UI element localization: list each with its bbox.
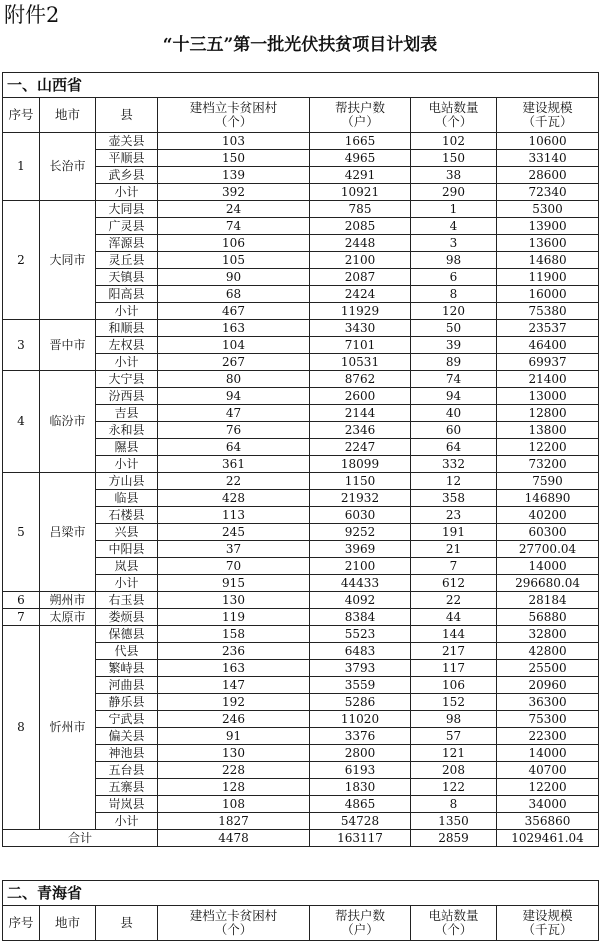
stations-cell: 4: [411, 218, 497, 235]
capacity-cell: 14000: [497, 558, 599, 575]
villages-cell: 94: [158, 388, 310, 405]
stations-cell: 64: [411, 439, 497, 456]
households-cell: 18099: [310, 456, 411, 473]
county-cell: 小计: [96, 456, 158, 473]
capacity-cell: 12200: [497, 439, 599, 456]
header-stations-line: （个）: [434, 922, 473, 937]
stations-cell: 122: [411, 779, 497, 796]
stations-cell: 150: [411, 150, 497, 167]
header-county: 县: [96, 98, 158, 133]
header-villages-line: 建档立卡贫困村: [189, 100, 278, 115]
households-cell: 4092: [310, 592, 411, 609]
county-cell: 灵丘县: [96, 252, 158, 269]
county-cell: 偏关县: [96, 728, 158, 745]
county-cell: 广灵县: [96, 218, 158, 235]
county-cell: 岚县: [96, 558, 158, 575]
header-villages-line: （个）: [214, 922, 253, 937]
capacity-cell: 10600: [497, 133, 599, 150]
villages-cell: 105: [158, 252, 310, 269]
capacity-cell: 146890: [497, 490, 599, 507]
villages-cell: 163: [158, 320, 310, 337]
capacity-cell: 34000: [497, 796, 599, 813]
stations-cell: 102: [411, 133, 497, 150]
households-cell: 2800: [310, 745, 411, 762]
households-cell: 2448: [310, 235, 411, 252]
county-cell: 静乐县: [96, 694, 158, 711]
households-cell: 10531: [310, 354, 411, 371]
header-city: 地市: [40, 906, 96, 941]
stations-cell: 191: [411, 524, 497, 541]
villages-cell: 467: [158, 303, 310, 320]
county-cell: 繁峙县: [96, 660, 158, 677]
county-cell: 宁武县: [96, 711, 158, 728]
seq-cell: 4: [3, 371, 40, 473]
households-cell: 54728: [310, 813, 411, 830]
capacity-cell: 13800: [497, 422, 599, 439]
table-row: [3, 371, 599, 388]
households-cell: 10921: [310, 184, 411, 201]
capacity-cell: 32800: [497, 626, 599, 643]
county-cell: 小计: [96, 303, 158, 320]
stations-cell: 8: [411, 286, 497, 303]
capacity-cell: 73200: [497, 456, 599, 473]
table-row: [3, 133, 599, 150]
section-row: [3, 73, 599, 98]
county-cell: 中阳县: [96, 541, 158, 558]
capacity-cell: 40200: [497, 507, 599, 524]
villages-cell: 130: [158, 745, 310, 762]
villages-cell: 163: [158, 660, 310, 677]
stations-cell: 57: [411, 728, 497, 745]
header-villages: [158, 98, 310, 133]
capacity-cell: 13000: [497, 388, 599, 405]
stations-cell: 21: [411, 541, 497, 558]
county-cell: 隰县: [96, 439, 158, 456]
header-stations-line: 电站数量: [428, 908, 479, 923]
households-cell: 4865: [310, 796, 411, 813]
stations-cell: 40: [411, 405, 497, 422]
capacity-cell: 13600: [497, 235, 599, 252]
county-cell: 河曲县: [96, 677, 158, 694]
capacity-cell: 13900: [497, 218, 599, 235]
villages-cell: 139: [158, 167, 310, 184]
table-row: [3, 320, 599, 337]
capacity-cell: 75380: [497, 303, 599, 320]
villages-cell: 147: [158, 677, 310, 694]
county-cell: 小计: [96, 813, 158, 830]
seq-cell: 3: [3, 320, 40, 371]
header-households-line: （户）: [341, 922, 379, 937]
capacity-cell: 69937: [497, 354, 599, 371]
county-cell: 吉县: [96, 405, 158, 422]
stations-cell: 94: [411, 388, 497, 405]
capacity-cell: 7590: [497, 473, 599, 490]
households-cell: 5286: [310, 694, 411, 711]
capacity-cell: 11900: [497, 269, 599, 286]
stations-cell: 3: [411, 235, 497, 252]
stations-cell: 612: [411, 575, 497, 592]
total-households: 163117: [310, 830, 411, 847]
villages-cell: 104: [158, 337, 310, 354]
capacity-cell: 296680.04: [497, 575, 599, 592]
capacity-cell: 25500: [497, 660, 599, 677]
header-capacity: [497, 98, 599, 133]
stations-cell: 74: [411, 371, 497, 388]
households-cell: 6483: [310, 643, 411, 660]
stations-cell: 121: [411, 745, 497, 762]
county-cell: 和顺县: [96, 320, 158, 337]
county-cell: 娄烦县: [96, 609, 158, 626]
stations-cell: 8: [411, 796, 497, 813]
stations-cell: 117: [411, 660, 497, 677]
capacity-cell: 23537: [497, 320, 599, 337]
attachment-label: 附件2: [4, 3, 60, 27]
villages-cell: 150: [158, 150, 310, 167]
villages-cell: 24: [158, 201, 310, 218]
county-cell: 神池县: [96, 745, 158, 762]
stations-cell: 98: [411, 711, 497, 728]
households-cell: 9252: [310, 524, 411, 541]
city-cell: 太原市: [40, 609, 96, 626]
header-villages-line: 建档立卡贫困村: [189, 908, 278, 923]
county-cell: 五寨县: [96, 779, 158, 796]
stations-cell: 106: [411, 677, 497, 694]
county-cell: 平顺县: [96, 150, 158, 167]
households-cell: 2100: [310, 558, 411, 575]
households-cell: 4965: [310, 150, 411, 167]
capacity-cell: 28600: [497, 167, 599, 184]
county-cell: 永和县: [96, 422, 158, 439]
households-cell: 2346: [310, 422, 411, 439]
households-cell: 21932: [310, 490, 411, 507]
villages-cell: 68: [158, 286, 310, 303]
households-cell: 785: [310, 201, 411, 218]
stations-cell: 38: [411, 167, 497, 184]
qinghai-plan-table: [2, 880, 599, 941]
households-cell: 4291: [310, 167, 411, 184]
households-cell: 2600: [310, 388, 411, 405]
county-cell: 阳高县: [96, 286, 158, 303]
city-cell: 朔州市: [40, 592, 96, 609]
stations-cell: 50: [411, 320, 497, 337]
villages-cell: 70: [158, 558, 310, 575]
county-cell: 兴县: [96, 524, 158, 541]
total-row: [3, 830, 599, 847]
county-cell: 代县: [96, 643, 158, 660]
households-cell: 6193: [310, 762, 411, 779]
villages-cell: 192: [158, 694, 310, 711]
villages-cell: 392: [158, 184, 310, 201]
stations-cell: 208: [411, 762, 497, 779]
header-city: 地市: [40, 98, 96, 133]
villages-cell: 76: [158, 422, 310, 439]
county-cell: 保德县: [96, 626, 158, 643]
villages-cell: 130: [158, 592, 310, 609]
capacity-cell: 356860: [497, 813, 599, 830]
villages-cell: 119: [158, 609, 310, 626]
county-cell: 石楼县: [96, 507, 158, 524]
stations-cell: 39: [411, 337, 497, 354]
stations-cell: 1: [411, 201, 497, 218]
households-cell: 2085: [310, 218, 411, 235]
county-cell: 小计: [96, 184, 158, 201]
table-row: [3, 201, 599, 218]
villages-cell: 113: [158, 507, 310, 524]
seq-cell: 7: [3, 609, 40, 626]
capacity-cell: 42800: [497, 643, 599, 660]
stations-cell: 6: [411, 269, 497, 286]
villages-cell: 106: [158, 235, 310, 252]
header-capacity-line: （千瓦）: [522, 114, 573, 129]
households-cell: 11929: [310, 303, 411, 320]
villages-cell: 245: [158, 524, 310, 541]
villages-cell: 64: [158, 439, 310, 456]
capacity-cell: 36300: [497, 694, 599, 711]
header-households-line: 帮扶户数: [334, 100, 385, 115]
villages-cell: 37: [158, 541, 310, 558]
table-row: [3, 473, 599, 490]
stations-cell: 332: [411, 456, 497, 473]
stations-cell: 23: [411, 507, 497, 524]
header-villages: [158, 906, 310, 941]
capacity-cell: 33140: [497, 150, 599, 167]
seq-cell: 5: [3, 473, 40, 592]
header-capacity: [497, 906, 599, 941]
households-cell: 3969: [310, 541, 411, 558]
households-cell: 11020: [310, 711, 411, 728]
stations-cell: 60: [411, 422, 497, 439]
total-villages: 4478: [158, 830, 310, 847]
county-cell: 左权县: [96, 337, 158, 354]
header-stations: [411, 98, 497, 133]
header-row: [3, 98, 599, 133]
county-cell: 临县: [96, 490, 158, 507]
header-capacity-line: （千瓦）: [522, 922, 573, 937]
header-households: [310, 906, 411, 941]
stations-cell: 12: [411, 473, 497, 490]
city-cell: 大同市: [40, 201, 96, 320]
county-cell: 岢岚县: [96, 796, 158, 813]
stations-cell: 290: [411, 184, 497, 201]
county-cell: 大同县: [96, 201, 158, 218]
capacity-cell: 72340: [497, 184, 599, 201]
seq-cell: 6: [3, 592, 40, 609]
capacity-cell: 27700.04: [497, 541, 599, 558]
stations-cell: 152: [411, 694, 497, 711]
villages-cell: 91: [158, 728, 310, 745]
villages-cell: 128: [158, 779, 310, 796]
capacity-cell: 46400: [497, 337, 599, 354]
capacity-cell: 75300: [497, 711, 599, 728]
city-cell: 晋中市: [40, 320, 96, 371]
stations-cell: 98: [411, 252, 497, 269]
county-cell: 天镇县: [96, 269, 158, 286]
shanxi-plan-table: [2, 72, 599, 847]
villages-cell: 1827: [158, 813, 310, 830]
capacity-cell: 14680: [497, 252, 599, 269]
villages-cell: 246: [158, 711, 310, 728]
page-title: “十三五”第一批光伏扶贫项目计划表: [162, 35, 438, 55]
seq-cell: 2: [3, 201, 40, 320]
header-capacity-line: 建设规模: [522, 100, 573, 115]
header-capacity-line: 建设规模: [522, 908, 573, 923]
stations-cell: 44: [411, 609, 497, 626]
villages-cell: 228: [158, 762, 310, 779]
total-label: 合计: [3, 830, 158, 847]
households-cell: 2424: [310, 286, 411, 303]
county-cell: 右玉县: [96, 592, 158, 609]
households-cell: 2100: [310, 252, 411, 269]
section-row: [3, 881, 599, 906]
villages-cell: 103: [158, 133, 310, 150]
stations-cell: 217: [411, 643, 497, 660]
stations-cell: 358: [411, 490, 497, 507]
header-county: 县: [96, 906, 158, 941]
county-cell: 浑源县: [96, 235, 158, 252]
header-seq: 序号: [3, 906, 40, 941]
capacity-cell: 40700: [497, 762, 599, 779]
county-cell: 汾西县: [96, 388, 158, 405]
header-households: [310, 98, 411, 133]
households-cell: 44433: [310, 575, 411, 592]
stations-cell: 89: [411, 354, 497, 371]
households-cell: 8384: [310, 609, 411, 626]
table-row: [3, 609, 599, 626]
county-cell: 五台县: [96, 762, 158, 779]
capacity-cell: 22300: [497, 728, 599, 745]
header-row: [3, 906, 599, 941]
city-cell: 临汾市: [40, 371, 96, 473]
county-cell: 小计: [96, 575, 158, 592]
city-cell: 吕梁市: [40, 473, 96, 592]
villages-cell: 236: [158, 643, 310, 660]
households-cell: 2087: [310, 269, 411, 286]
header-villages-line: （个）: [214, 114, 253, 129]
header-households-line: （户）: [341, 114, 379, 129]
households-cell: 8762: [310, 371, 411, 388]
total-stations: 2859: [411, 830, 497, 847]
households-cell: 3376: [310, 728, 411, 745]
header-households-line: 帮扶户数: [334, 908, 385, 923]
county-cell: 小计: [96, 354, 158, 371]
county-cell: 大宁县: [96, 371, 158, 388]
villages-cell: 158: [158, 626, 310, 643]
households-cell: 3430: [310, 320, 411, 337]
households-cell: 2247: [310, 439, 411, 456]
county-cell: 方山县: [96, 473, 158, 490]
villages-cell: 90: [158, 269, 310, 286]
capacity-cell: 12200: [497, 779, 599, 796]
county-cell: 武乡县: [96, 167, 158, 184]
villages-cell: 47: [158, 405, 310, 422]
total-capacity: 1029461.04: [497, 830, 599, 847]
header-seq: 序号: [3, 98, 40, 133]
villages-cell: 361: [158, 456, 310, 473]
stations-cell: 7: [411, 558, 497, 575]
households-cell: 1665: [310, 133, 411, 150]
header-stations-line: （个）: [434, 114, 473, 129]
villages-cell: 915: [158, 575, 310, 592]
header-stations: [411, 906, 497, 941]
seq-cell: 8: [3, 626, 40, 830]
county-cell: 壶关县: [96, 133, 158, 150]
stations-cell: 120: [411, 303, 497, 320]
seq-cell: 1: [3, 133, 40, 201]
capacity-cell: 20960: [497, 677, 599, 694]
villages-cell: 74: [158, 218, 310, 235]
header-stations-line: 电站数量: [428, 100, 479, 115]
villages-cell: 267: [158, 354, 310, 371]
capacity-cell: 12800: [497, 405, 599, 422]
city-cell: 忻州市: [40, 626, 96, 830]
capacity-cell: 5300: [497, 201, 599, 218]
stations-cell: 1350: [411, 813, 497, 830]
villages-cell: 22: [158, 473, 310, 490]
villages-cell: 80: [158, 371, 310, 388]
city-cell: 长治市: [40, 133, 96, 201]
capacity-cell: 16000: [497, 286, 599, 303]
villages-cell: 108: [158, 796, 310, 813]
capacity-cell: 14000: [497, 745, 599, 762]
households-cell: 2144: [310, 405, 411, 422]
villages-cell: 428: [158, 490, 310, 507]
households-cell: 7101: [310, 337, 411, 354]
households-cell: 5523: [310, 626, 411, 643]
households-cell: 6030: [310, 507, 411, 524]
capacity-cell: 56880: [497, 609, 599, 626]
table-row: [3, 626, 599, 643]
households-cell: 1830: [310, 779, 411, 796]
table-row: [3, 592, 599, 609]
capacity-cell: 21400: [497, 371, 599, 388]
households-cell: 1150: [310, 473, 411, 490]
stations-cell: 144: [411, 626, 497, 643]
stations-cell: 22: [411, 592, 497, 609]
section-heading: 二、青海省: [3, 881, 599, 906]
households-cell: 3559: [310, 677, 411, 694]
capacity-cell: 60300: [497, 524, 599, 541]
households-cell: 3793: [310, 660, 411, 677]
capacity-cell: 28184: [497, 592, 599, 609]
section-heading: 一、山西省: [3, 73, 599, 98]
